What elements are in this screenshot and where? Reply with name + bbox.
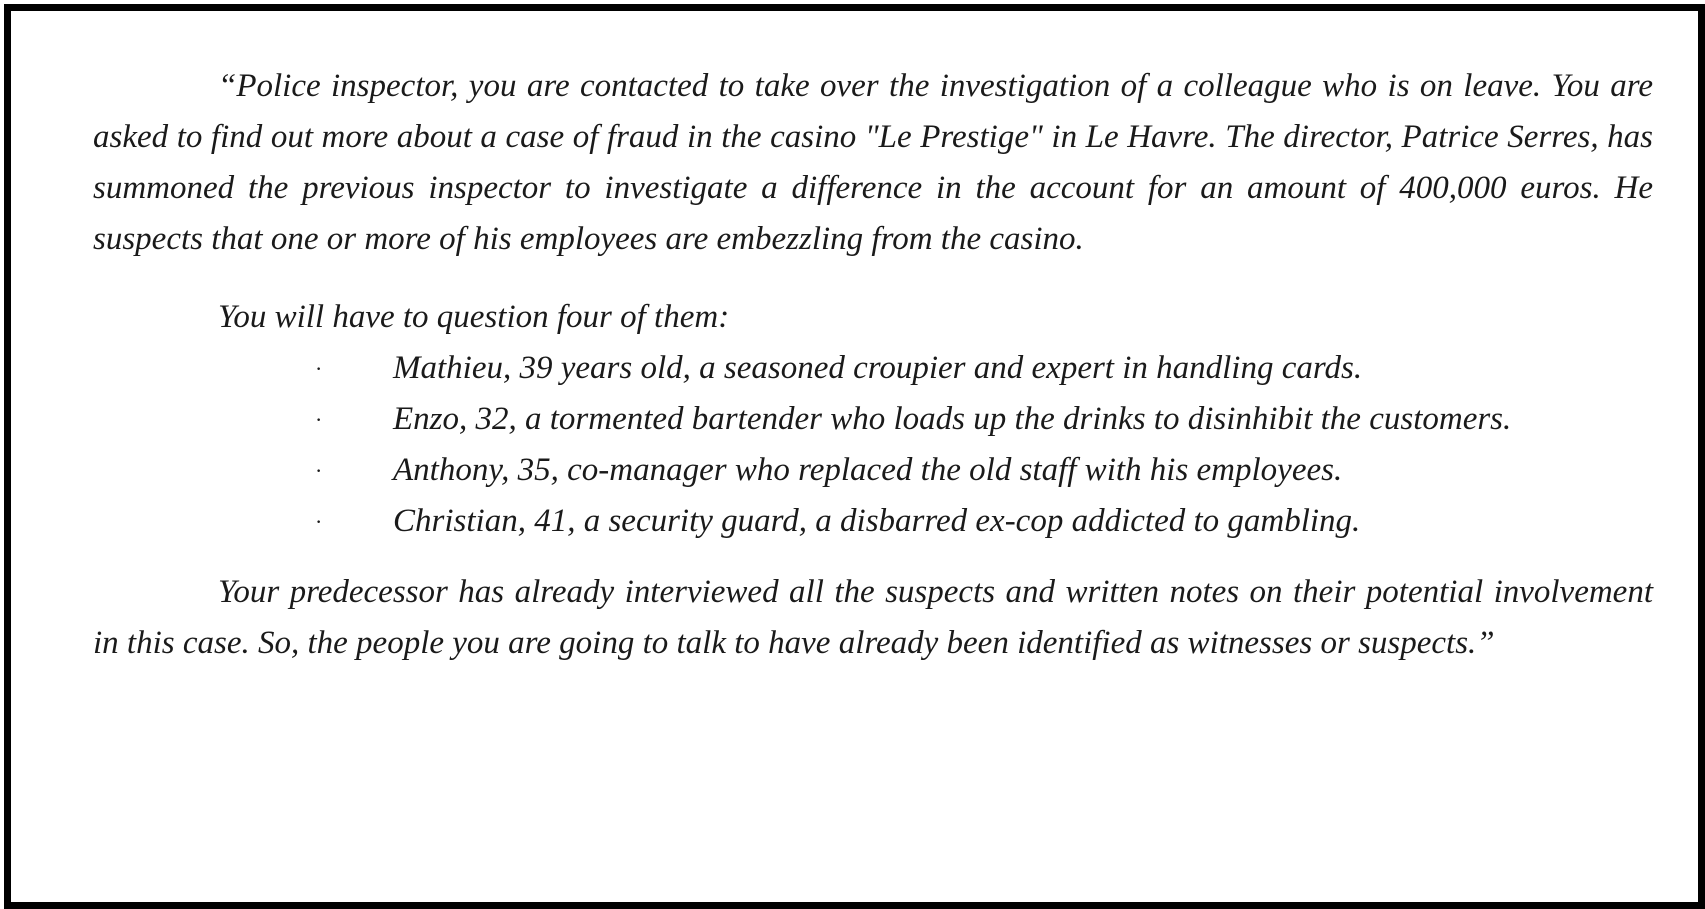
suspect-text: Mathieu, 39 years old, a seasoned croupier and expert in handling cards. bbox=[393, 350, 1363, 386]
bullet-icon: · bbox=[315, 509, 323, 534]
suspect-text: Enzo, 32, a tormented bartender who loads up the drinks to disinhibit the customers. bbox=[393, 401, 1512, 437]
list-item bbox=[315, 394, 1608, 445]
bullet-icon: · bbox=[315, 356, 323, 381]
document-frame bbox=[4, 4, 1705, 909]
document-body bbox=[93, 61, 1653, 669]
paragraph-spacer bbox=[93, 547, 1653, 567]
suspect-list bbox=[315, 343, 1608, 547]
list-item bbox=[315, 445, 1608, 496]
bullet-icon: · bbox=[315, 458, 323, 483]
list-item bbox=[315, 343, 1608, 394]
opening-paragraph: “Police inspector, you are contacted to take over the investigation of a colleague who is on leave. You are asked to find out more about a case of fraud in the casino "Le Prestige" in Le Havre. The director, Patrice Serres, has summoned the previous inspector to investigate a difference in the account for an amount of 400,000 euros. He suspects that one or more of his employees are embezzling from the casino. bbox=[93, 68, 1653, 257]
suspect-text: Anthony, 35, co-manager who replaced the old staff with his employees. bbox=[393, 452, 1343, 488]
list-item bbox=[315, 496, 1608, 547]
closing-paragraph: Your predecessor has already interviewed all the suspects and written notes on their potential involvement in this case. So, the people you are going to talk to have already been identified as witnesses or suspects.” bbox=[93, 574, 1653, 661]
intro-line: You will have to question four of them: bbox=[218, 299, 730, 335]
suspect-text: Christian, 41, a security guard, a disbarred ex-cop addicted to gambling. bbox=[393, 503, 1361, 539]
bullet-icon: · bbox=[315, 407, 323, 432]
